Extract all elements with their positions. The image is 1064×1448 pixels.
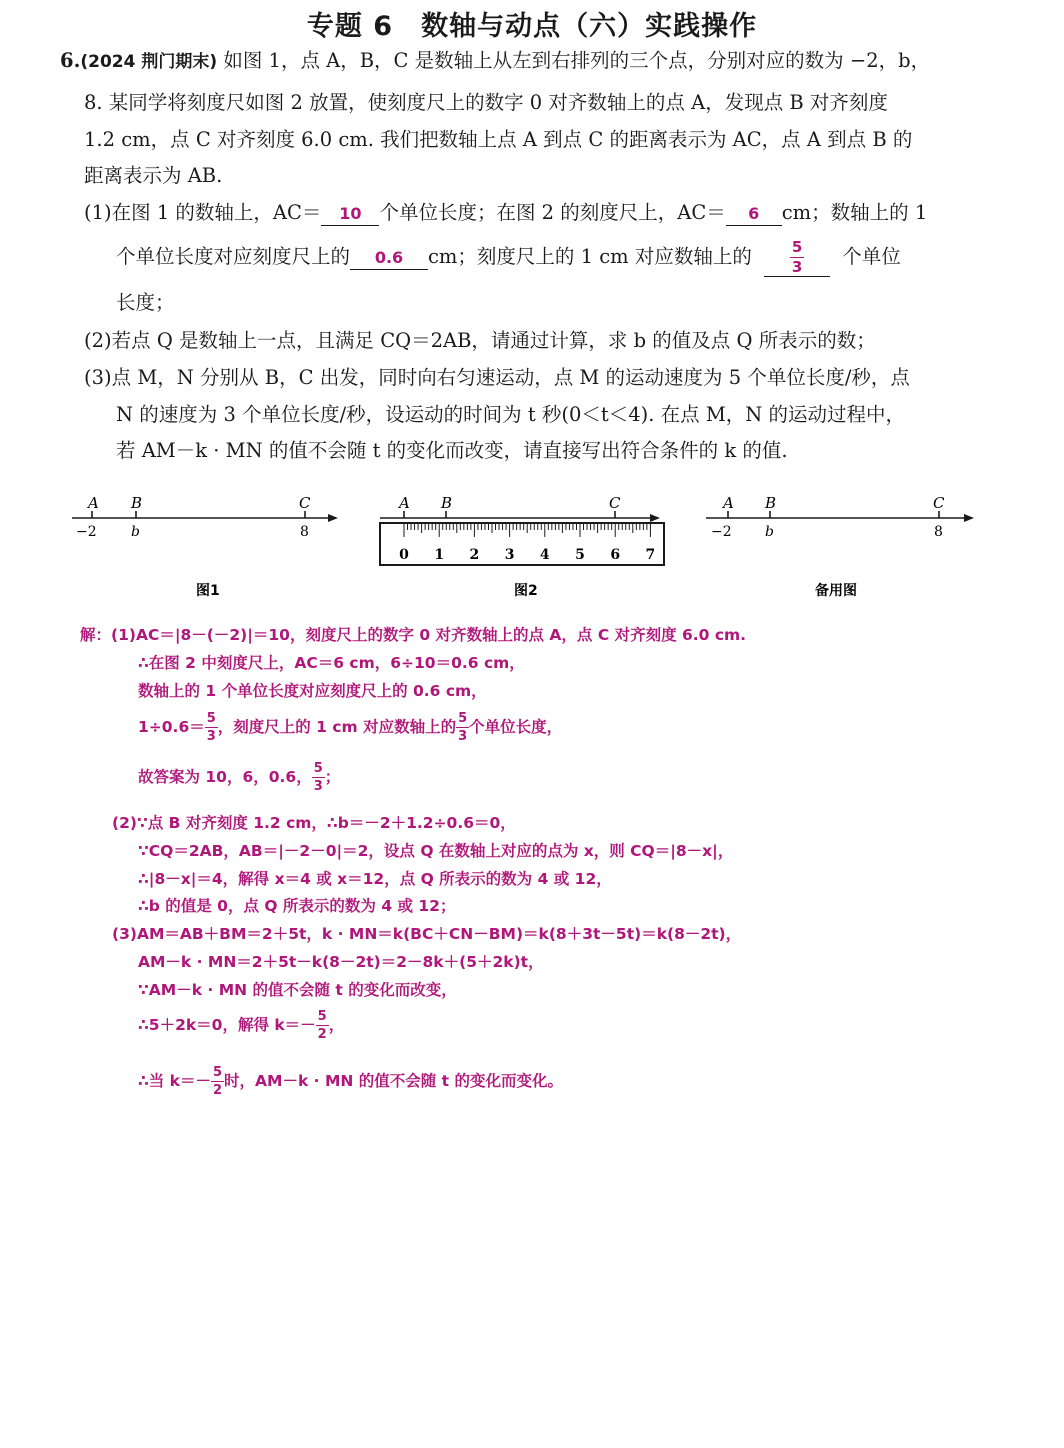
- fraction: $\frac{5}{2}$: [213, 1065, 223, 1098]
- point-b-label: B: [765, 494, 777, 512]
- solution-text: 个单位长度，: [469, 718, 563, 736]
- value-b: b: [131, 524, 140, 540]
- part-1-text-d: 个单位长度对应刻度尺上的: [116, 245, 351, 268]
- value-c: 8: [934, 524, 943, 540]
- value-c: 8: [300, 524, 309, 540]
- value-b: b: [765, 524, 774, 540]
- point-c-label: C: [933, 494, 945, 512]
- answer-blank-ac-units: 10: [321, 203, 379, 226]
- part-1-text-e: cm；刻度尺上的 1 cm 对应数轴上的: [428, 245, 752, 268]
- value-a: −2: [711, 524, 732, 540]
- problem-line-3: 1.2 cm，点 C 对齐刻度 6.0 cm. 我们把数轴上点 A 到点 C 的距离表示为 AC，点 A 到点 B 的: [84, 128, 913, 151]
- spare-number-line: [706, 494, 974, 599]
- point-b-label: B: [441, 494, 453, 512]
- problem-line-1: [60, 42, 930, 81]
- ruler-label: 5: [575, 547, 585, 563]
- fraction: $\frac{5}{3}$: [458, 711, 468, 744]
- answer-blank-cm-per-unit: 0.6: [350, 247, 428, 270]
- solution-text: 故答案为 10，6，0.6，: [138, 768, 312, 786]
- ruler-label: 3: [504, 547, 515, 563]
- solution-text: ，刻度尺上的 1 cm 对应数轴上的: [217, 718, 457, 736]
- point-c-label: C: [609, 494, 621, 512]
- solution-line-6: (2)∵点 B 对齐刻度 1.2 cm，∴b＝－2＋1.2÷0.6＝0，: [112, 814, 516, 832]
- part-1-line-1: [84, 194, 927, 232]
- point-b-label: B: [131, 494, 143, 512]
- ruler-label: 4: [539, 547, 550, 563]
- solution-line-4: [138, 712, 562, 743]
- problem-line-4: 距离表示为 AB.: [84, 164, 223, 187]
- solution-line-12: ∵AM－k · MN 的值不会随 t 的变化而改变，: [138, 981, 457, 999]
- solution-text: ∴当 k＝－: [138, 1072, 211, 1090]
- solution-text: ，: [328, 1016, 345, 1034]
- ruler-label: 7: [645, 547, 656, 563]
- part-3-line-2: N 的速度为 3 个单位长度/秒，设运动的时间为 t 秒(0＜t＜4). 在点 M，N 的运动过程中，: [116, 403, 906, 426]
- figure-1-caption: 图1: [196, 583, 220, 599]
- solution-line-9: ∴b 的值是 0，点 Q 所表示的数为 4 或 12；: [138, 897, 456, 915]
- ruler-label: 2: [469, 547, 480, 563]
- figure-2-ruler: [380, 494, 664, 599]
- figure-1-number-line: [72, 494, 338, 599]
- part-2-text: (2)若点 Q 是数轴上一点，且满足 CQ＝2AB，请通过计算，求 b 的值及点 Q 所表示的数；: [84, 329, 876, 352]
- fraction: $\frac{5}{3}$: [206, 711, 216, 744]
- solution-text: ；: [324, 768, 341, 786]
- value-a: −2: [76, 524, 97, 540]
- fraction: $\frac{5}{3}$: [313, 761, 323, 794]
- point-c-label: C: [299, 494, 311, 512]
- ruler-label: 6: [610, 547, 621, 563]
- page-title: 专题 6 数轴与动点（六）实践操作: [306, 11, 758, 42]
- ruler-body: [380, 523, 664, 565]
- figure-2-caption: 图2: [514, 583, 538, 599]
- fraction: $\frac{5}{2}$: [317, 1009, 327, 1042]
- problem-number: 6.: [60, 49, 81, 72]
- solution-text: 时，AM－k · MN 的值不会随 t 的变化而变化。: [224, 1072, 563, 1090]
- solution-line-5: [138, 762, 340, 793]
- part-1-text-a: (1)在图 1 的数轴上，AC＝: [84, 201, 322, 224]
- answer-blank-units-per-cm: [764, 238, 830, 277]
- problem-source: (2024 荆门期末): [80, 52, 218, 72]
- ruler-label: 1: [434, 547, 445, 563]
- solution-line-13: [138, 1010, 344, 1041]
- point-a-label: A: [723, 494, 734, 512]
- part-1-text-b: 个单位长度；在图 2 的刻度尺上，AC＝: [379, 201, 726, 224]
- problem-text: 如图 1，点 A，B，C 是数轴上从左到右排列的三个点，分别对应的数为 −2，b，: [223, 49, 931, 72]
- solution-line-11: AM－k · MN＝2＋5t－k(8－2t)＝2－8k＋(5＋2k)t，: [138, 953, 544, 971]
- solution-line-3: 数轴上的 1 个单位长度对应刻度尺上的 0.6 cm，: [138, 682, 487, 700]
- part-3-line-1: (3)点 M，N 分别从 B，C 出发，同时向右匀速运动，点 M 的运动速度为 5 个单位长度/秒，点: [84, 366, 910, 389]
- solution-line-8: ∴|8－x|＝4，解得 x＝4 或 x＝12，点 Q 所表示的数为 4 或 12，: [138, 870, 612, 888]
- part-1-text-f: 个单位: [842, 245, 901, 268]
- part-3-line-3: 若 AM－k · MN 的值不会随 t 的变化而改变，请直接写出符合条件的 k 的值.: [116, 439, 788, 462]
- part-1-line-2: [116, 238, 901, 277]
- solution-line-14: [138, 1066, 563, 1097]
- problem-line-2: 8. 某同学将刻度尺如图 2 放置，使刻度尺上的数字 0 对齐数轴上的点 A，发现点 B 对齐刻度: [84, 91, 888, 114]
- solution-line-2: ∴在图 2 中刻度尺上，AC＝6 cm，6÷10＝0.6 cm，: [138, 654, 525, 672]
- spare-figure-caption: 备用图: [815, 583, 857, 599]
- part-1-line-3: 长度；: [116, 291, 175, 314]
- point-a-label: A: [88, 494, 99, 512]
- solution-line-1: 解：(1)AC＝|8－(－2)|＝10，刻度尺上的数字 0 对齐数轴上的点 A，点 C 对齐刻度 6.0 cm.: [80, 626, 747, 644]
- figures: [0, 490, 1064, 610]
- ruler-label: 0: [399, 547, 409, 563]
- answer-blank-ac-cm: 6: [726, 203, 782, 226]
- point-a-label: A: [399, 494, 410, 512]
- fraction: $\frac{5}{3}$: [791, 238, 803, 276]
- solution-text: 1÷0.6＝: [138, 718, 205, 736]
- solution-line-10: (3)AM＝AB＋BM＝2＋5t，k · MN＝k(BC＋CN－BM)＝k(8＋3t－5t)＝k(8－2t)，: [112, 925, 742, 943]
- solution-line-7: ∵CQ＝2AB，AB＝|－2－0|＝2，设点 Q 在数轴上对应的点为 x，则 CQ＝|8－x|，: [138, 842, 734, 860]
- part-1-text-c: cm；数轴上的 1: [781, 201, 928, 224]
- solution-text: ∴5＋2k＝0，解得 k＝－: [138, 1016, 316, 1034]
